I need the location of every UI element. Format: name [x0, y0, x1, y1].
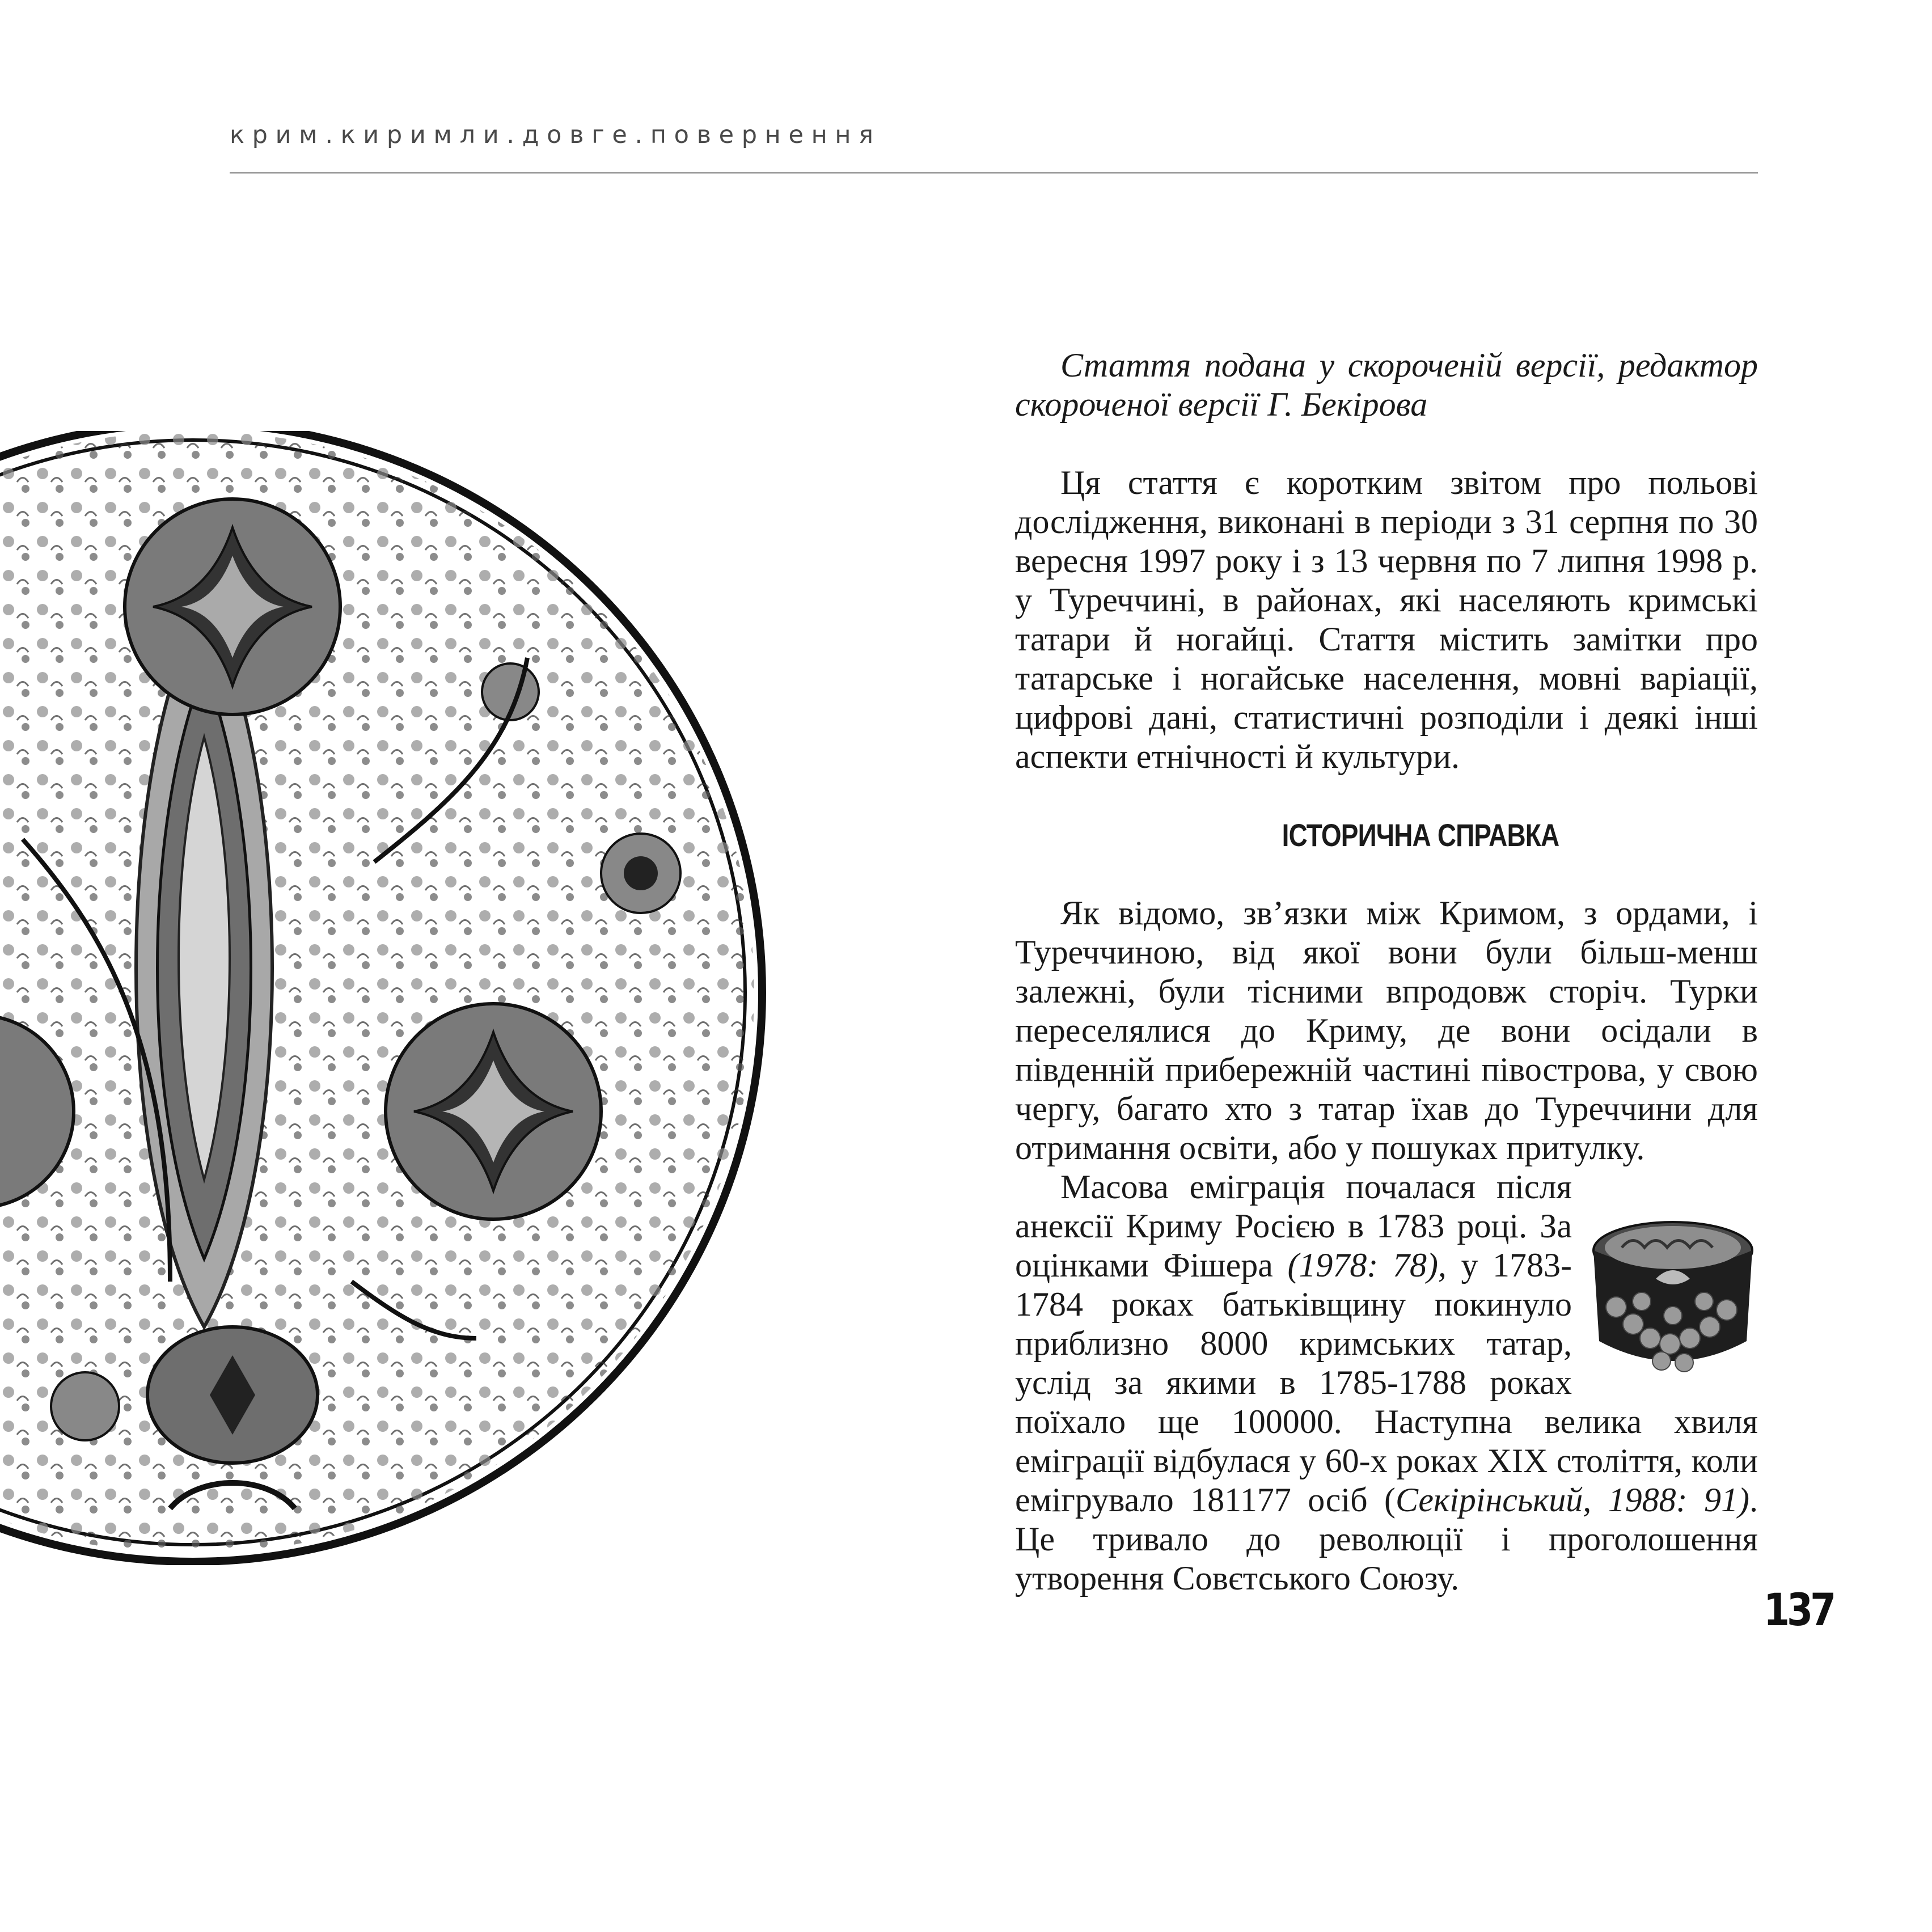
article-column [1015, 346, 1758, 1598]
intro-paragraph: Ця стаття є коротким звітом про польові дослідження, виконані в періоди з 31 серпня по 30 вересня 1997 року і з 13 червня по 7 липня 1998 р. у Туреччині, в районах, які населяють кримські татари й ногайці. Стаття містить замітки про татарське і ногайське населення, мовні варіації, цифрові дані, статистичні розподіли і деякі інші аспекти етнічності й культури. [1015, 464, 1758, 775]
paragraph-2-text-c: . Це тривало до революції і проголошення утворення Совєтського Союзу. [1015, 1481, 1758, 1597]
paragraph-2-text-a: Масова еміграція почалася після анексії Криму Росією в 1783 році. За оцінками Фішера [1015, 1168, 1572, 1284]
running-header: к р и м . к и р и м л и . д о в г е . п о в е р н е н н я [230, 121, 874, 149]
paragraph-2-text-b: у 1783-1784 роках батьківщину покинуло приблизно 8000 кримських татар, услід за якими в 1785-1788 роках поїхало ще 100000. Наступна велика хвиля еміграції відбулася у 60-х роках XIX століття, коли емігрувало 181177 осіб ( [1015, 1246, 1758, 1519]
decorative-plate-image [0, 431, 805, 1565]
citation-sekirinsky: Секірінський, 1988: 91) [1396, 1481, 1749, 1519]
tatar-hat-image [1588, 1216, 1758, 1381]
history-paragraph-1: Як відомо, зв’язки між Кримом, з ордами, і Туреччиною, від якої вони були більш-менш залежні, були тісними впродовж сторіч. Турки переселялися до Криму, де вони осідали в південній прибережній частині півострова, у свою чергу, багато хто з татар їхав до Туреччини для отримання освіти, або у пошуках притулку. [1015, 894, 1758, 1166]
section-heading: ІСТОРИЧНА СПРАВКА [1282, 817, 1559, 853]
header-rule [230, 172, 1758, 174]
page-number: 137 [1764, 1585, 1834, 1636]
history-paragraph-2 [1015, 1168, 1758, 1598]
article-note: Стаття подана у скороченій версії, редактор скороченої версії Г. Бекірова [1015, 346, 1758, 423]
citation-fisher: (1978: 78), [1287, 1246, 1447, 1284]
